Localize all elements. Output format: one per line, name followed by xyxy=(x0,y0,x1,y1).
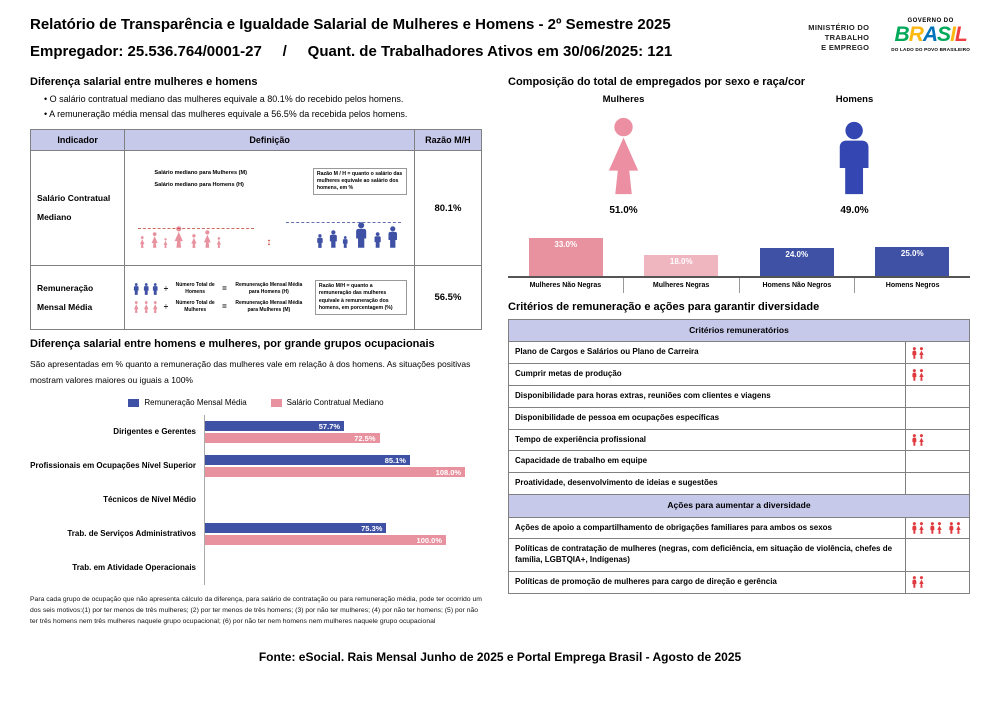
criteria-marker-cell xyxy=(905,571,969,593)
ministry-line: E EMPREGO xyxy=(821,43,870,53)
woman-icon xyxy=(171,226,187,248)
woman-icon xyxy=(596,117,651,195)
race-bar-column xyxy=(739,248,855,276)
criteria-title: Critérios de remuneração e ações para garantir diversidade xyxy=(508,301,820,313)
man-icon xyxy=(828,121,880,195)
formula-line xyxy=(132,282,306,295)
indicator-name: Salário Contratual Mediano xyxy=(31,151,125,266)
value-bar xyxy=(205,535,446,545)
criteria-row xyxy=(509,517,970,539)
chart-row xyxy=(30,415,482,449)
criteria-marker-cell xyxy=(905,407,969,429)
criteria-label: Disponibilidade de pessoa em ocupações específicas xyxy=(509,407,906,429)
ratio-note-box: Razão M/H = quanto a remuneração das mulheres equivale à remuneração dos homens, em porcentagem (%) xyxy=(315,280,407,314)
legend-swatch-icon xyxy=(271,399,282,407)
criteria-row xyxy=(509,451,970,473)
man-icon xyxy=(315,234,325,248)
chart-row xyxy=(30,551,482,585)
plot-area xyxy=(204,551,482,585)
gender-label: Mulheres xyxy=(602,94,645,105)
median-women-label: Salário mediano para Mulheres (M) xyxy=(154,169,248,176)
gender-mulheres xyxy=(508,94,739,216)
indicator-table xyxy=(30,129,482,330)
criteria-row xyxy=(509,539,970,572)
bar-value-label: 57.7% xyxy=(318,421,341,431)
value-bar xyxy=(205,467,465,477)
woman-icon xyxy=(215,237,223,248)
occupational-bar-chart xyxy=(30,415,482,585)
value-bar xyxy=(529,238,603,276)
woman-pictogram xyxy=(508,113,739,195)
content-columns xyxy=(0,64,1000,628)
plot-area xyxy=(204,415,482,449)
ratio-note-box: Razão M / H = quanto o salário das mulheres equivale ao salário dos homens, em % xyxy=(313,168,407,195)
category-label: Trab. de Serviços Administrativos xyxy=(67,529,196,539)
couple-icon xyxy=(928,522,944,534)
value-bar xyxy=(875,247,949,276)
occupational-footnote: Para cada grupo de ocupação que não apresenta cálculo da diferença, para salário de contratação ou para remuneração média, pode ter ocorrido um dos seis motivos:(1) por ter menos de três mulheres; (2) por ter menos de três homens; (3) por não ter mulheres; (4) por não ter homens; (5) por não ter três homens nem três mulheres naquele grupo ocupacional; (6) por não ter nem homens nem mulheres naquele grupo ocupacional xyxy=(30,596,482,626)
definition-labels xyxy=(132,168,247,191)
labels-row xyxy=(508,276,970,293)
man-icon xyxy=(132,283,140,295)
bar-value-label: 100.0% xyxy=(416,535,442,545)
source-footer: Fonte: eSocial. Rais Mensal Junho de 2025 e Portal Emprega Brasil - Agosto de 2025 xyxy=(258,649,742,664)
woman-icon xyxy=(189,234,199,248)
header-text xyxy=(30,16,672,60)
page-title: Relatório de Transparência e Igualdade Salarial de Mulheres e Homens - 2º Semestre 2025 xyxy=(30,16,671,33)
right-column xyxy=(508,68,970,628)
criteria-row xyxy=(509,386,970,408)
couple-icon xyxy=(910,434,926,446)
ratio-value: 56.5% xyxy=(414,266,481,330)
brasil-wordmark xyxy=(891,24,970,45)
bar-value-label: 33.0% xyxy=(554,240,578,249)
composition-section xyxy=(508,76,970,293)
legend-label: Remuneração Mensal Média xyxy=(144,398,247,408)
couple-icon xyxy=(910,576,926,588)
man-icon xyxy=(352,222,370,248)
ministry-logo xyxy=(808,18,869,53)
value-bar xyxy=(205,455,410,465)
criteria-group-header: Ações para aumentar a diversidade xyxy=(509,495,970,517)
legend-label: Salário Contratual Mediano xyxy=(286,398,384,408)
criteria-marker-cell xyxy=(905,386,969,408)
gender-value: 49.0% xyxy=(840,205,869,216)
ministry-line: TRABALHO xyxy=(824,33,870,43)
woman-icon xyxy=(138,236,146,248)
brand-tagline: DO LADO DO POVO BRASILEIRO xyxy=(891,47,970,52)
median-men-label: Salário mediano para Homens (H) xyxy=(154,181,244,188)
man-icon xyxy=(151,283,159,295)
salary-gap-bullets xyxy=(44,94,482,119)
gender-label: Homens xyxy=(835,94,874,105)
indicator-table-header-row xyxy=(31,130,482,151)
value-bar xyxy=(205,433,380,443)
criteria-label: Políticas de contratação de mulheres (negras, com deficiência, em situação de violência, chefes de família, LGBTQIA+, Indígenas) xyxy=(509,539,906,572)
criteria-label: Tempo de experiência profissional xyxy=(509,429,906,451)
criteria-label: Plano de Cargos e Salários ou Plano de Carreira xyxy=(509,342,906,364)
brand-letter: A xyxy=(922,23,938,46)
chart-legend xyxy=(30,398,482,407)
woman-icon xyxy=(201,230,214,248)
bar-value-label: 24.0% xyxy=(785,250,809,259)
table-row-salario-mediano xyxy=(31,151,482,266)
race-bar-column xyxy=(508,238,624,276)
divide-operator: ÷ xyxy=(163,284,169,293)
criteria-row xyxy=(509,429,970,451)
chart-row xyxy=(30,483,482,517)
definition-cell xyxy=(125,266,414,330)
occupational-title: Diferença salarial entre homens e mulheres, por grande grupos ocupacionais xyxy=(30,338,435,350)
criteria-marker-cell xyxy=(905,364,969,386)
category-label: Mulheres Negras xyxy=(623,278,739,293)
composition-title: Composição do total de empregados por sexo e raça/cor xyxy=(508,76,806,88)
ratio-value: 80.1% xyxy=(414,151,481,266)
gender-row xyxy=(508,94,970,216)
race-bar-chart xyxy=(508,234,970,293)
definition-cell xyxy=(125,151,414,266)
occupational-subtitle: São apresentadas em % quanto a remuneração das mulheres vale em relação à dos homens. As situações positivas mostram valores maiores ou iguais a 100% xyxy=(30,359,471,386)
brand-letter: I xyxy=(950,23,955,46)
couple-icon xyxy=(947,522,963,534)
indicator-name: Remuneração Mensal Média xyxy=(31,266,125,330)
category-label: Homens Não Negros xyxy=(739,278,855,293)
report-header xyxy=(0,0,1000,64)
divide-operator: ÷ xyxy=(163,302,169,311)
legend-swatch-icon xyxy=(128,399,139,407)
race-bar-column xyxy=(855,247,971,276)
value-bar xyxy=(644,255,718,276)
criteria-section xyxy=(508,301,970,594)
woman-icon xyxy=(149,232,160,248)
legend-item xyxy=(271,398,384,407)
bar-value-label: 75.3% xyxy=(361,523,383,533)
formula-divisor: Número Total de Homens xyxy=(175,282,215,295)
criteria-group-header: Critérios remuneratórios xyxy=(509,320,970,342)
category-label: Dirigentes e Gerentes xyxy=(113,427,196,437)
category-label: Técnicos de Nível Médio xyxy=(103,495,196,505)
criteria-marker-cell xyxy=(905,517,969,539)
plot-area xyxy=(204,517,482,551)
chart-row xyxy=(30,449,482,483)
plot-area xyxy=(204,449,482,483)
governo-do-label: GOVERNO DO xyxy=(907,18,954,24)
category-label: Profissionais em Ocupações Nível Superior xyxy=(30,461,196,471)
employer-line: Empregador: 25.536.764/0001-27 / Quant. de Trabalhadores Ativos em 30/06/2025: 121 xyxy=(30,43,673,60)
bar-value-label: 72.5% xyxy=(354,433,376,443)
criteria-row xyxy=(509,364,970,386)
category-label: Homens Negros xyxy=(854,278,970,293)
category-label: Trab. em Atividade Operacionais xyxy=(72,563,196,573)
criteria-marker-cell xyxy=(905,539,969,572)
brand-letter: R xyxy=(908,23,923,46)
criteria-row xyxy=(509,571,970,593)
couple-icon xyxy=(910,522,926,534)
people-sum-icons xyxy=(132,283,159,295)
man-icon xyxy=(341,236,349,248)
formula-lines xyxy=(132,277,306,318)
left-column xyxy=(30,68,482,628)
table-row-remuneracao-media xyxy=(31,266,482,330)
equals-operator: = xyxy=(222,302,227,311)
criteria-marker-cell xyxy=(905,473,969,495)
man-icon xyxy=(385,226,401,248)
salary-gap-title: Diferença salarial entre mulheres e homens xyxy=(30,76,258,88)
plot-area xyxy=(204,483,482,517)
bullet-item: • A remuneração média mensal das mulheres equivale a 56.5% da recebida pelos homens. xyxy=(44,109,482,119)
category-label: Mulheres Não Negras xyxy=(529,282,602,289)
criteria-group-header-row xyxy=(509,495,970,517)
salary-gap-section xyxy=(30,76,482,330)
woman-icon xyxy=(151,301,159,313)
criteria-label: Políticas de promoção de mulheres para cargo de direção e gerência xyxy=(509,571,906,593)
bars-area xyxy=(508,234,970,276)
ministry-line: MINISTÉRIO DO xyxy=(808,23,870,32)
criteria-row xyxy=(509,342,970,364)
bar-value-label: 18.0% xyxy=(669,257,693,266)
value-bar xyxy=(205,523,386,533)
criteria-table xyxy=(508,319,970,594)
brand-letter: L xyxy=(954,23,967,46)
criteria-marker-cell xyxy=(905,451,969,473)
criteria-label: Capacidade de trabalho em equipe xyxy=(509,451,906,473)
col-header-indicador: Indicador xyxy=(31,130,125,151)
man-icon xyxy=(327,230,340,248)
brand-letter: S xyxy=(937,23,951,46)
equals-operator: = xyxy=(222,284,227,293)
woman-icon xyxy=(162,238,169,248)
gender-value: 51.0% xyxy=(609,205,638,216)
criteria-row xyxy=(509,473,970,495)
legend-item xyxy=(128,398,246,407)
man-icon xyxy=(142,283,150,295)
ratio-arrow-icon: ↕ xyxy=(266,237,272,249)
criteria-label: Ações de apoio a compartilhamento de obrigações familiares para ambos os sexos xyxy=(509,517,906,539)
formula-result: Remuneração Mensal Média para Mulheres (M) xyxy=(235,300,303,313)
formula-result: Remuneração Mensal Média para Homens (H) xyxy=(235,282,303,295)
formula-diagram xyxy=(132,277,406,318)
occupational-section xyxy=(30,338,482,628)
col-header-razao: Razão M/H xyxy=(414,130,481,151)
value-bar xyxy=(760,248,834,276)
definition-diagram-top xyxy=(132,168,406,195)
bar-value-label: 25.0% xyxy=(900,249,924,258)
people-sum-icons xyxy=(132,301,159,313)
bar-value-label: 85.1% xyxy=(384,455,406,465)
chart-row xyxy=(30,517,482,551)
bullet-item: • O salário contratual mediano das mulheres equivale a 80.1% do recebido pelos homens. xyxy=(44,94,482,104)
value-bar xyxy=(205,421,344,431)
couple-icon xyxy=(910,347,926,359)
woman-icon xyxy=(132,301,140,313)
people-diagram xyxy=(132,204,406,248)
formula-divisor: Número Total de Mulheres xyxy=(175,300,215,313)
criteria-marker-cell xyxy=(905,429,969,451)
criteria-row xyxy=(509,407,970,429)
man-icon xyxy=(372,232,383,248)
couple-icon xyxy=(910,369,926,381)
col-header-definicao: Definição xyxy=(125,130,414,151)
criteria-group-header-row xyxy=(509,320,970,342)
criteria-label: Proatividade, desenvolvimento de ideias e sugestões xyxy=(509,473,906,495)
criteria-label: Cumprir metas de produção xyxy=(509,364,906,386)
gender-homens xyxy=(739,94,970,216)
bar-value-label: 108.0% xyxy=(435,467,462,477)
formula-line xyxy=(132,300,306,313)
race-bar-column xyxy=(624,255,740,276)
brand-letter: B xyxy=(894,23,909,46)
header-logos xyxy=(808,16,970,53)
woman-icon xyxy=(142,301,150,313)
criteria-marker-cell xyxy=(905,342,969,364)
criteria-label: Disponibilidade para horas extras, reuniões com clientes e viagens xyxy=(509,386,906,408)
governo-brasil-logo xyxy=(891,18,970,52)
man-pictogram xyxy=(739,113,970,195)
